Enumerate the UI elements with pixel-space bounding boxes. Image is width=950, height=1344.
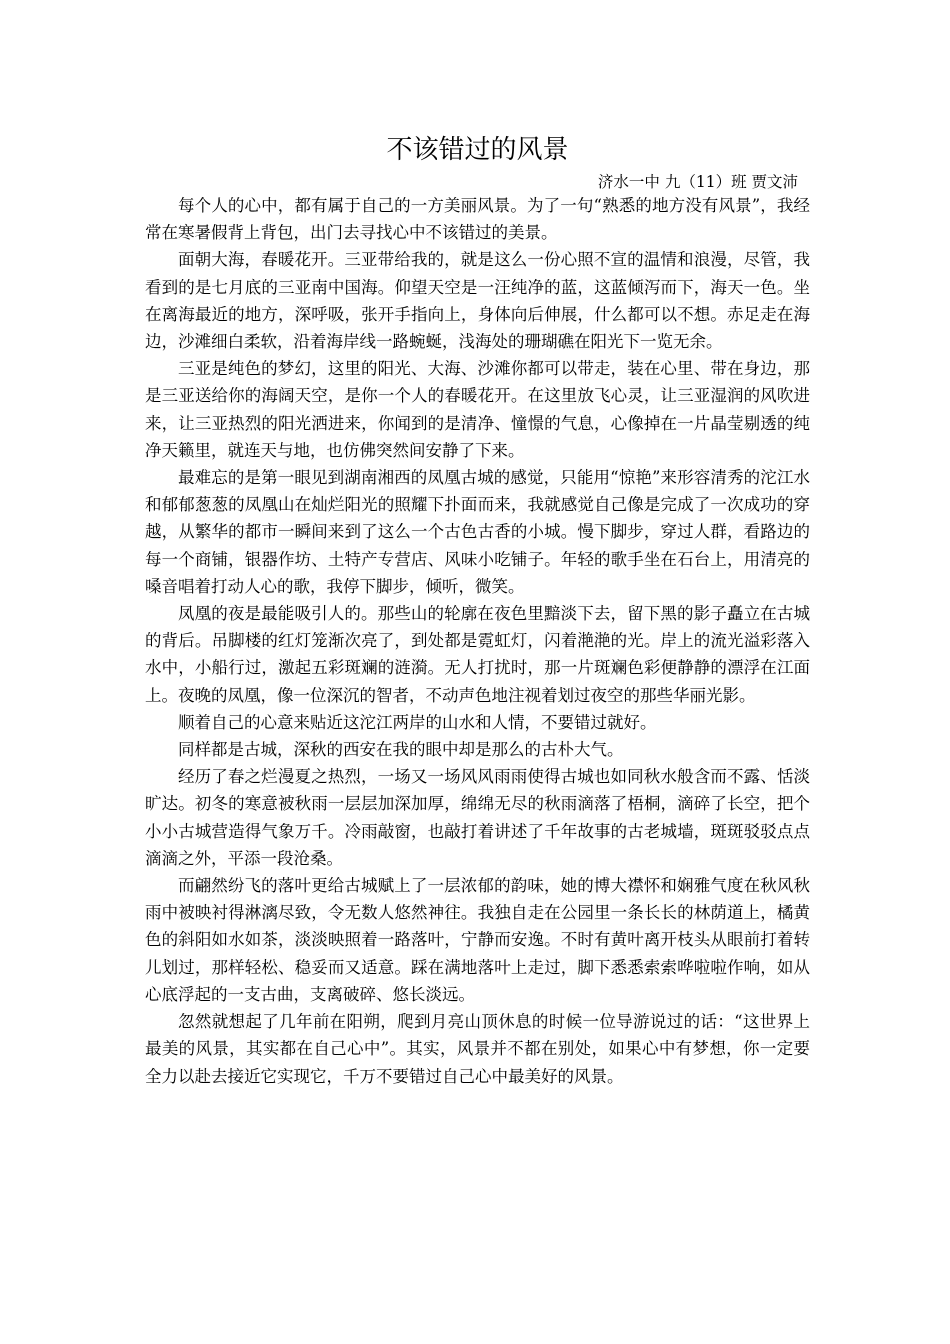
paragraph: 顺着自己的心意来贴近这沱江两岸的山水和人情，不要错过就好。 bbox=[178, 712, 657, 732]
document-title: 不该错过的风景 bbox=[386, 135, 569, 165]
paragraph: 最难忘的是第一眼见到湖南湘西的凤凰古城的感觉，只能用“惊艳”来形容清秀的沱江水和郁郁葱葱的凤凰山在灿烂阳光的照耀下扑面而来，我就感觉自己像是完成了一次成功的穿越，从繁华的都市一瞬间来到了这么一个古色古香的小城。慢下脚步，穿过人群，看路边的每一个商铺，银器作坊、土特产专营店、风味小吃铺子。年轻的歌手坐在石台上，用清亮的嗓音唱着打动人心的歌，我停下脚步，倾听，微笑。 bbox=[145, 468, 810, 596]
author-line: 济水一中 九（11）班 贾文沛 bbox=[597, 173, 798, 191]
paragraph: 同样都是古城，深秋的西安在我的眼中却是那么的古朴大气。 bbox=[178, 740, 624, 760]
document-page bbox=[145, 128, 810, 1090]
paragraph: 凤凰的夜是最能吸引人的。那些山的轮廓在夜色里黯淡下去，留下黑的影子矗立在古城的背后。吊脚楼的红灯笼渐次亮了，到处都是霓虹灯，闪着滟滟的光。岸上的流光溢彩落入水中，小船行过，激起五彩斑斓的涟漪。无人打扰时，那一片斑斓色彩便静静的漂浮在江面上。夜晚的凤凰，像一位深沉的智者，不动声色地注视着划过夜空的那些华丽光影。 bbox=[145, 604, 810, 705]
paragraph: 三亚是纯色的梦幻，这里的阳光、大海、沙滩你都可以带走，装在心里、带在身边，那是三亚送给你的海阔天空，是你一个人的春暖花开。在这里放飞心灵，让三亚湿润的风吹进来，让三亚热烈的阳光洒进来，你闻到的是清净、憧憬的气息，心像掉在一片晶莹剔透的纯净天籁里，就连天与地，也仿佛突然间安静了下来。 bbox=[145, 359, 810, 460]
paragraph: 每个人的心中，都有属于自己的一方美丽风景。为了一句“熟悉的地方没有风景”，我经常在寒暑假背上背包，出门去寻找心中不该错过的美景。 bbox=[145, 196, 810, 243]
paragraph: 经历了春之烂漫夏之热烈，一场又一场风风雨雨使得古城也如同秋水般含而不露、恬淡旷达。初冬的寒意被秋雨一层层加深加厚，绵绵无尽的秋雨滴落了梧桐，滴碎了长空，把个小小古城营造得气象万千。冷雨敲窗，也敲打着讲述了千年故事的古老城墙，斑斑驳驳点点滴滴之外，平添一段沧桑。 bbox=[145, 767, 810, 868]
paragraph: 忽然就想起了几年前在阳朔，爬到月亮山顶休息的时候一位导游说过的话：“这世界上最美的风景，其实都在自己心中”。其实，风景并不都在别处，如果心中有梦想，你一定要全力以赴去接近它实现它，千万不要错过自己心中最美好的风景。 bbox=[145, 1012, 810, 1086]
paragraph: 面朝大海，春暖花开。三亚带给我的，就是这么一份心照不宣的温情和浪漫，尽管，我看到的是七月底的三亚南中国海。仰望天空是一汪纯净的蓝，这蓝倾泻而下，海天一色。坐在离海最近的地方，深呼吸，张开手指向上，身体向后伸展，什么都可以不想。赤足走在海边，沙滩细白柔软，沿着海岸线一路蜿蜒，浅海处的珊瑚礁在阳光下一览无余。 bbox=[145, 250, 810, 352]
paragraph: 而翩然纷飞的落叶更给古城赋上了一层浓郁的韵味，她的博大襟怀和娴雅气度在秋风秋雨中被映衬得淋漓尽致，令无数人悠然神往。我独自走在公园里一条长长的林荫道上，橘黄色的斜阳如水如茶，淡淡映照着一路落叶，宁静而安逸。不时有黄叶离开枝头从眼前打着转儿划过，那样轻松、稳妥而又适意。踩在满地落叶上走过，脚下悉悉索索哗啦啦作响，如从心底浮起的一支古曲，支离破碎、悠长淡远。 bbox=[145, 876, 810, 1004]
